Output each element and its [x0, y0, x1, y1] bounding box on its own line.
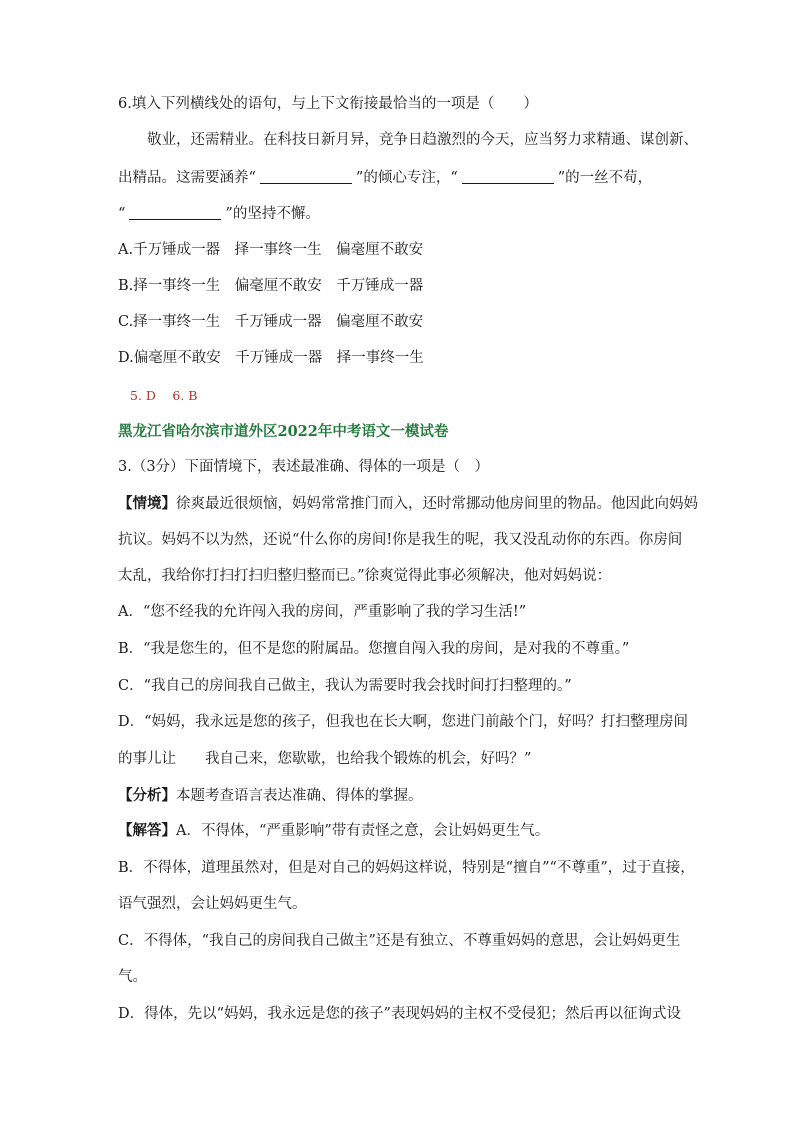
q6-option-c: C.择一事终一生 千万锤成一器 偏毫厘不敢安	[118, 314, 424, 330]
passage-text: “	[118, 206, 126, 222]
q6-passage-line-2	[118, 168, 682, 188]
q6-option-d: D.偏毫厘不敢安 千万锤成一器 择一事终一生	[118, 350, 424, 366]
situation-text: 徐爽最近很烦恼，妈妈常常推门而入，还时常挪动他房间里的物品。他因此向妈妈	[176, 496, 698, 512]
solution-label: 【解答】	[118, 822, 176, 839]
q3-option-b: B．“我是您生的，但不是您的附属品。您擅自闯入我的房间，是对我的不尊重。”	[118, 641, 630, 657]
q6-option-a: A.千万锤成一器 择一事终一生 偏毫厘不敢安	[118, 242, 424, 258]
passage-text: ”的倾心专注，“	[355, 170, 458, 186]
q6-passage-line-3	[118, 204, 682, 224]
q3-situation-line-2: 抗议。妈妈不以为然，还说“什么你的房间!你是我生的呢，我又没乱动你的东西。你房间	[118, 532, 683, 548]
q3-analysis	[118, 786, 682, 806]
q3-solution-b-line-2: 语气强烈，会让妈妈更生气。	[118, 896, 307, 912]
passage-text: ”的坚持不懈。	[225, 206, 320, 222]
solution-text: A．不得体，“严重影响”带有责怪之意，会让妈妈更生气。	[176, 823, 550, 839]
analysis-text: 本题考查语言表达准确、得体的掌握。	[176, 788, 423, 804]
q3-solution-a	[118, 821, 682, 841]
q6-stem: 6.填入下列横线处的语句，与上下文衔接最恰当的一项是（ ）	[118, 96, 538, 112]
q3-solution-d-line-1: D．得体，先以“妈妈，我永远是您的孩子”表现妈妈的主权不受侵犯；然后再以征询式设	[118, 1006, 681, 1022]
analysis-label: 【分析】	[118, 787, 176, 804]
q3-solution-c-line-2: 气。	[118, 969, 147, 985]
q3-option-d-line-1: D．“妈妈，我永远是您的孩子，但我也在长大啊，您进门前敲个门，好吗？打扫整理房间	[118, 714, 689, 730]
passage-text: 出精品。这需要涵养“	[118, 170, 256, 186]
q6-passage-line-1: 敬业，还需精业。在科技日新月异，竞争日趋激烈的今天，应当努力求精通、谋创新、	[147, 132, 698, 148]
fill-blank-3	[129, 205, 221, 220]
q3-situation-line-1	[118, 494, 698, 514]
fill-blank-1	[260, 169, 352, 184]
q3-solution-b-line-1: B．不得体，道理虽然对，但是对自己的妈妈这样说，特别是“擅自”“不尊重”，过于直接，	[118, 860, 695, 876]
answer-key: 5. D 6. B	[130, 388, 198, 403]
q3-option-c: C．“我自己的房间我自己做主，我认为需要时我会找时间打扫整理的。”	[118, 678, 572, 694]
q3-stem: 3.（3分）下面情境下，表述最准确、得体的一项是（ ）	[118, 459, 490, 475]
source-title: 黑龙江省哈尔滨市道外区2022年中考语文一模试卷	[118, 423, 449, 440]
situation-label: 【情境】	[118, 495, 176, 512]
q6-option-b: B.择一事终一生 偏毫厘不敢安 千万锤成一器	[118, 278, 424, 294]
q3-solution-c-line-1: C．不得体，“我自己的房间我自己做主”还是有独立、不尊重妈妈的意思，会让妈妈更生	[118, 933, 681, 949]
q3-option-a: A．“您不经我的允许闯入我的房间，严重影响了我的学习生活!”	[118, 604, 527, 620]
q3-situation-line-3: 太乱，我给你打扫打扫归整归整而已。”徐爽觉得此事必须解决，他对妈妈说：	[118, 568, 612, 584]
fill-blank-2	[462, 169, 554, 184]
q3-option-d-line-2: 的事儿让 我自己来，您歇歇，也给我个锻炼的机会，好吗？”	[118, 751, 532, 767]
passage-text: ”的一丝不苟，	[557, 170, 653, 186]
